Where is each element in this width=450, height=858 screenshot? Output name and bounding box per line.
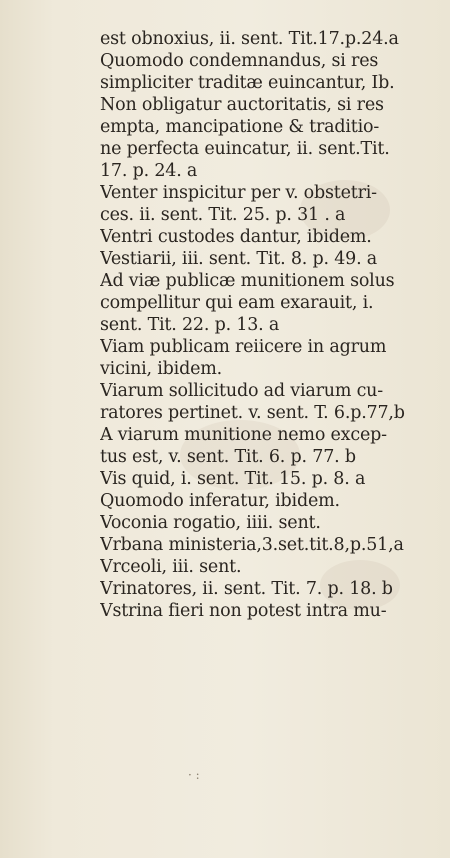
index-line: empta, mancipatione & traditio- (100, 117, 380, 137)
index-line: ratores pertinet. v. sent. T. 6.p.77,b (100, 403, 405, 423)
index-line: ces. ii. sent. Tit. 25. p. 31 . a (100, 205, 346, 225)
index-line: Venter inspicitur per v. obstetri- (100, 183, 377, 203)
index-line: sent. Tit. 22. p. 13. a (100, 315, 280, 335)
index-line: Viam publicam reiicere in agrum (100, 337, 387, 357)
index-line: tus est, v. sent. Tit. 6. p. 77. b (100, 447, 356, 467)
index-line: vicini, ibidem. (100, 359, 222, 379)
bottom-ink-marks: · : (188, 768, 200, 782)
index-line: Voconia rogatio, iiii. sent. (100, 513, 321, 533)
index-line: Quomodo inferatur, ibidem. (100, 491, 340, 511)
index-line: Vestiarii, iii. sent. Tit. 8. p. 49. a (100, 249, 378, 269)
index-line: Quomodo condemnandus, si res (100, 51, 379, 71)
index-line: ne perfecta euincatur, ii. sent.Tit. (100, 139, 390, 159)
index-line: Ventri custodes dantur, ibidem. (100, 227, 372, 247)
index-line: Ad viæ publicæ munitionem solus (100, 271, 395, 291)
index-line: Viarum sollicitudo ad viarum cu- (100, 381, 383, 401)
index-line: est obnoxius, ii. sent. Tit.17.p.24.a (100, 29, 399, 49)
index-line: compellitur qui eam exarauit, i. (100, 293, 374, 313)
index-line: Vrinatores, ii. sent. Tit. 7. p. 18. b (100, 579, 393, 599)
index-line: Vrbana ministeria,3.set.tit.8,p.51,a (100, 535, 404, 555)
index-line: Non obligatur auctoritatis, si res (100, 95, 384, 115)
index-line: A viarum munitione nemo excep- (100, 425, 387, 445)
index-line: 17. p. 24. a (100, 161, 198, 181)
index-line: simpliciter traditæ euincantur, Ib. (100, 73, 395, 93)
index-line: Vrceoli, iii. sent. (100, 557, 242, 577)
index-line: Vstrina fieri non potest intra mu- (100, 601, 387, 621)
index-text-block (100, 28, 440, 622)
index-line: Vis quid, i. sent. Tit. 15. p. 8. a (100, 469, 366, 489)
